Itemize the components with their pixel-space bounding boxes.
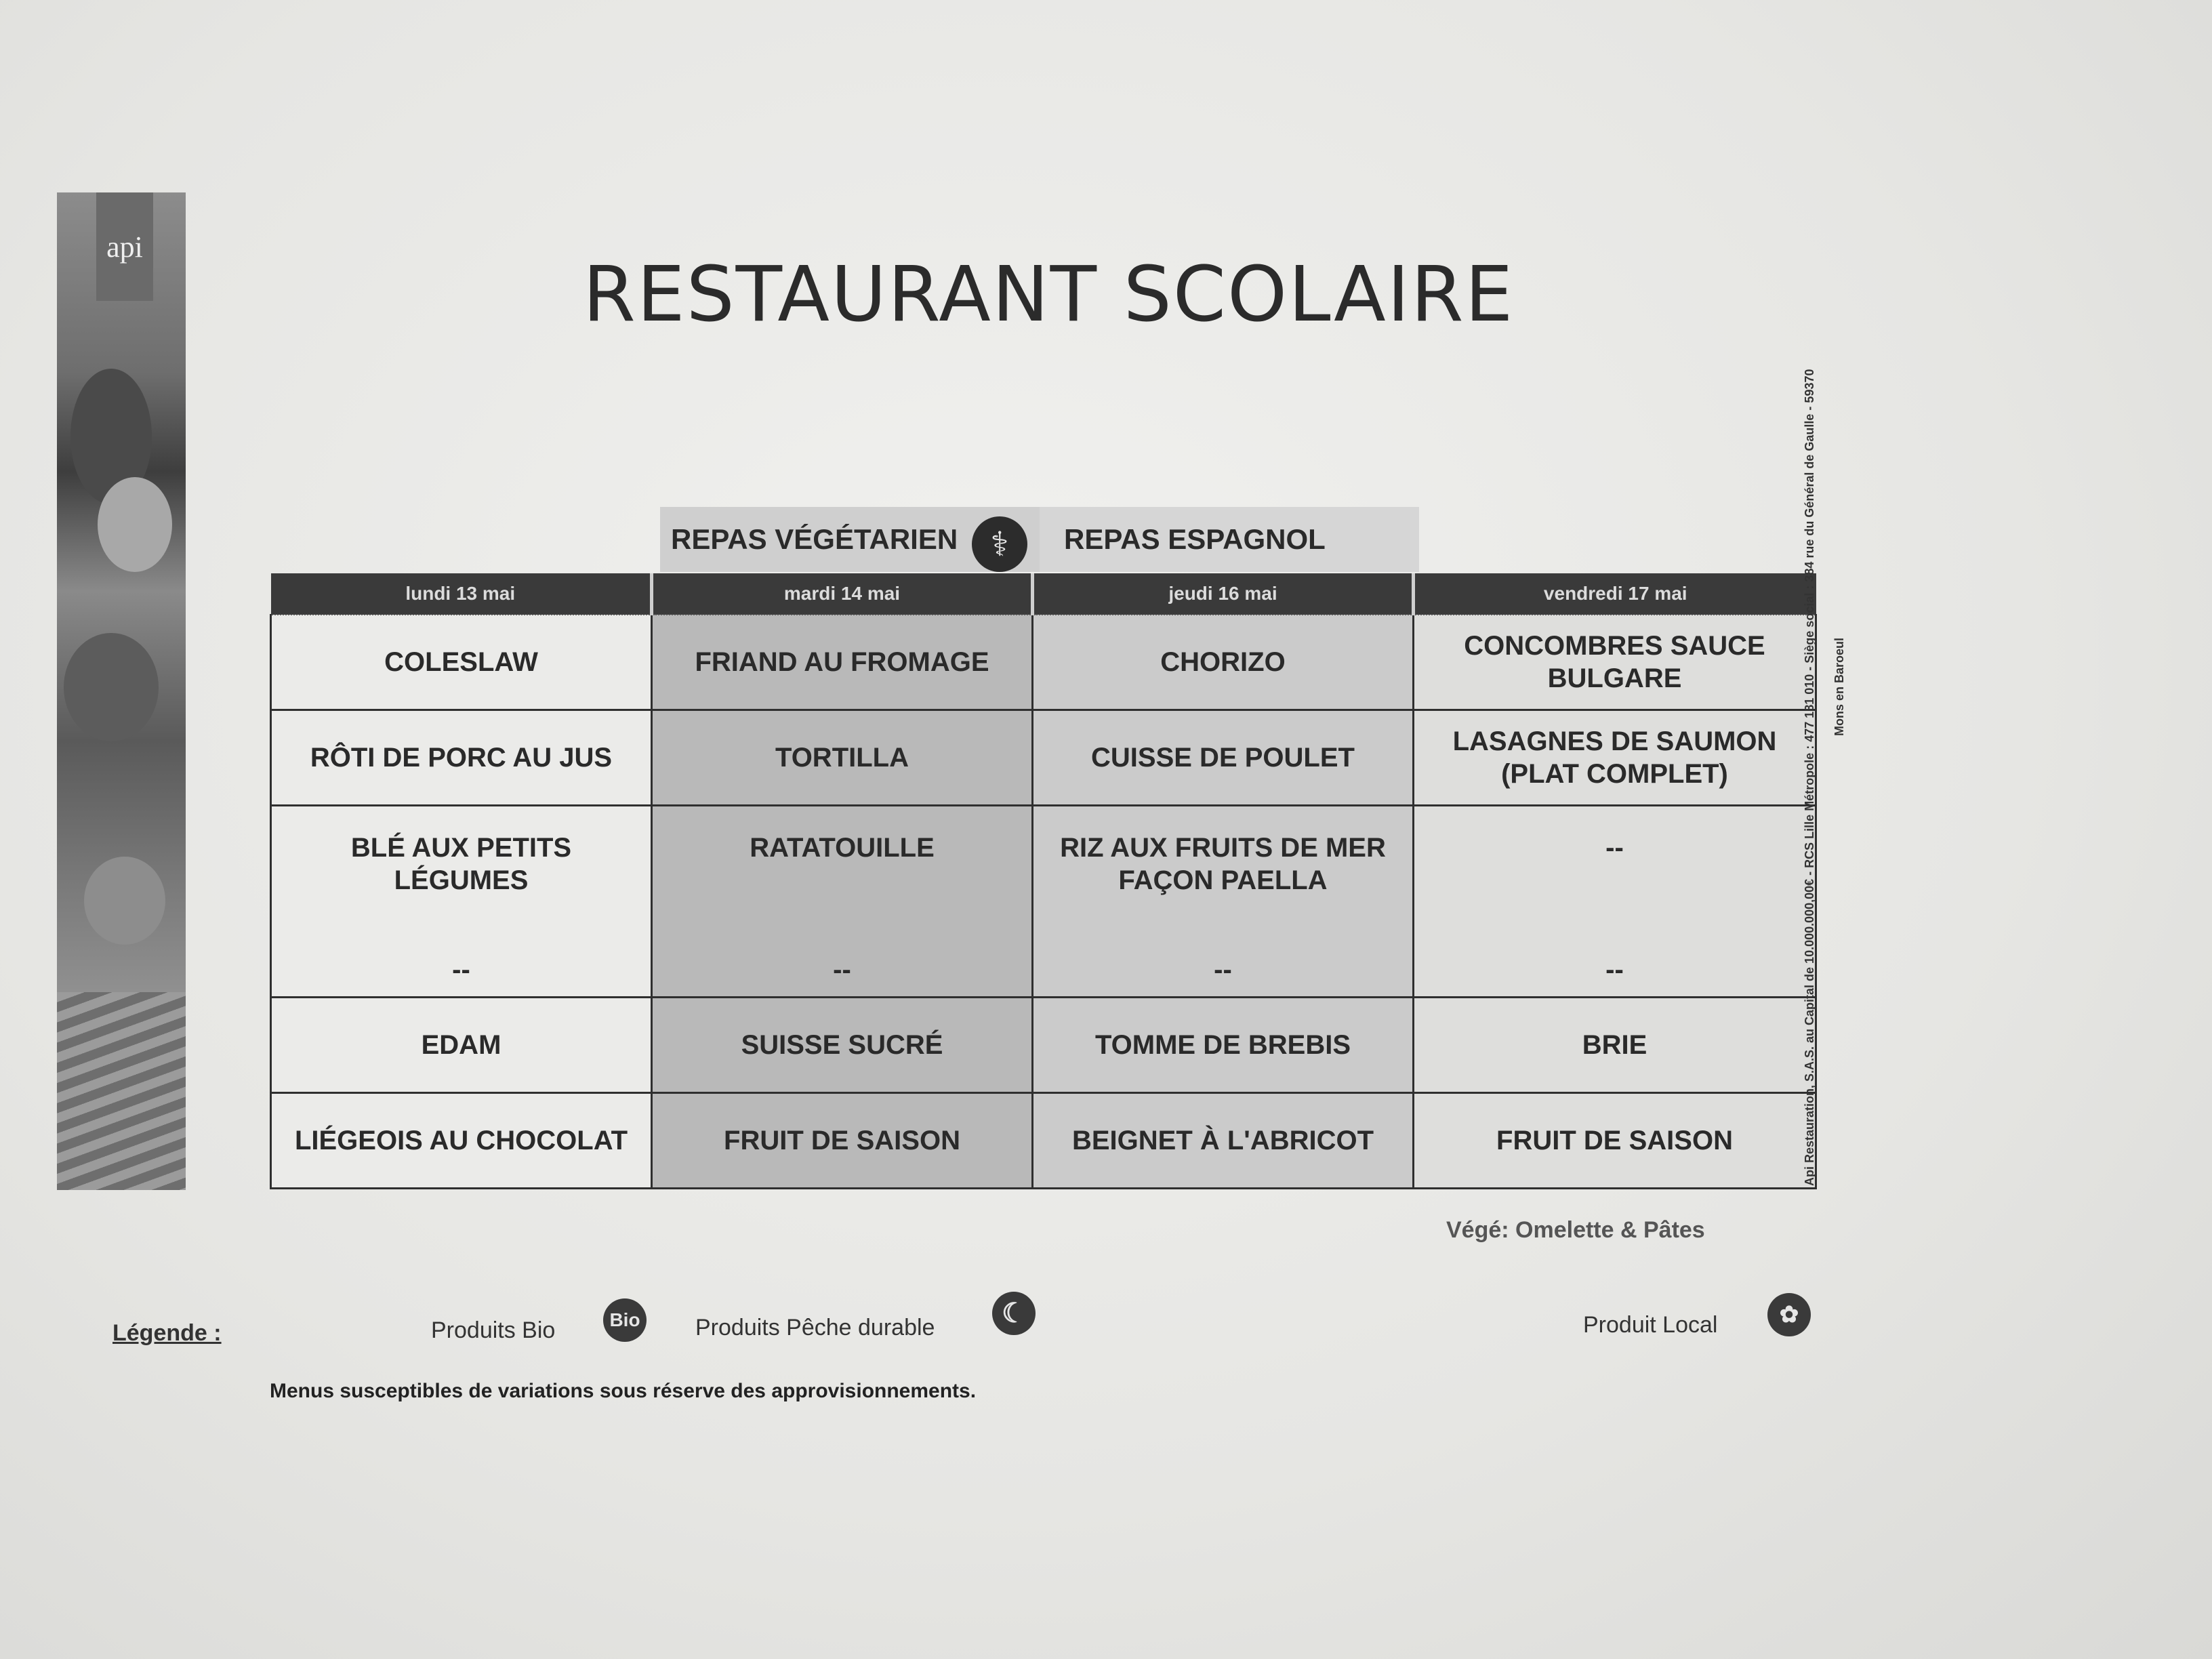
menu-cell: FRUIT DE SAISON	[652, 1093, 1033, 1189]
table-row	[271, 710, 1816, 806]
menu-cell: TORTILLA	[652, 710, 1033, 806]
menu-cell	[652, 806, 1033, 998]
local-icon: ✿	[1767, 1293, 1811, 1336]
menu-cell	[1414, 806, 1816, 998]
menu-item: --	[452, 955, 470, 985]
api-logo: api	[96, 192, 153, 301]
leaf-icon: ⚕	[972, 516, 1027, 572]
menu-cell: FRIAND AU FROMAGE	[652, 615, 1033, 710]
decorative-photo-strip	[57, 192, 186, 1190]
menu-item: RATATOUILLE	[750, 833, 935, 863]
vegetarian-theme-label: REPAS VÉGÉTARIEN	[671, 523, 958, 555]
menu-cell	[271, 806, 652, 998]
menu-cell: TOMME DE BREBIS	[1033, 998, 1414, 1093]
spanish-theme-label: REPAS ESPAGNOL	[1064, 523, 1326, 555]
menu-cell: FRUIT DE SAISON	[1414, 1093, 1816, 1189]
menu-item: --	[1605, 833, 1624, 863]
table-row	[271, 1093, 1816, 1189]
menu-cell	[1033, 806, 1414, 998]
menu-cell: RÔTI DE PORC AU JUS	[271, 710, 652, 806]
legend-peche-label: Produits Pêche durable	[695, 1315, 935, 1340]
table-row	[271, 615, 1816, 710]
menu-item: RIZ AUX FRUITS DE MER FAÇON PAELLA	[1060, 833, 1386, 895]
legend-label: Légende :	[112, 1320, 222, 1346]
disclaimer-text: Menus susceptibles de variations sous réserve des approvisionnements.	[270, 1380, 977, 1402]
menu-cell: SUISSE SUCRÉ	[652, 998, 1033, 1093]
menu-cell: LIÉGEOIS AU CHOCOLAT	[271, 1093, 652, 1189]
menu-item: --	[1214, 955, 1232, 985]
day-header: vendredi 17 mai	[1414, 573, 1816, 615]
menu-cell: CUISSE DE POULET	[1033, 710, 1414, 806]
bio-icon: Bio	[603, 1298, 647, 1342]
menu-cell: BRIE	[1414, 998, 1816, 1093]
menu-cell: CONCOMBRES SAUCE BULGARE	[1414, 615, 1816, 710]
menu-item: BLÉ AUX PETITS LÉGUMES	[350, 833, 572, 895]
legal-footer-vertical: Api Restauration, S.A.S. au Capital de 10.000.000,00€ - RCS Lille Métropole : 477 181 010 - Siège social : 384 rue du Général de Gaulle - 59370	[1803, 369, 1816, 1186]
legal-footer-city: Mons en Baroeul	[1832, 637, 1846, 736]
menu-cell: BEIGNET À L'ABRICOT	[1033, 1093, 1414, 1189]
menu-cell: COLESLAW	[271, 615, 652, 710]
table-row	[271, 806, 1816, 998]
day-header: lundi 13 mai	[271, 573, 652, 615]
menu-cell: LASAGNES DE SAUMON (PLAT COMPLET)	[1414, 710, 1816, 806]
vegetarian-note: Végé: Omelette & Pâtes	[1446, 1217, 1705, 1243]
day-header-row	[271, 573, 1816, 615]
legend-bio-label: Produits Bio	[431, 1317, 556, 1343]
table-row	[271, 998, 1816, 1093]
menu-table	[270, 573, 1817, 1189]
menu-cell: EDAM	[271, 998, 652, 1093]
menu-item: --	[1605, 955, 1624, 985]
fish-icon: ☾	[992, 1292, 1036, 1335]
menu-item: --	[833, 955, 851, 985]
menu-cell: CHORIZO	[1033, 615, 1414, 710]
page-title: RESTAURANT SCOLAIRE	[583, 251, 1515, 339]
legend-local-label: Produit Local	[1583, 1312, 1718, 1338]
day-header: jeudi 16 mai	[1033, 573, 1414, 615]
day-header: mardi 14 mai	[652, 573, 1033, 615]
